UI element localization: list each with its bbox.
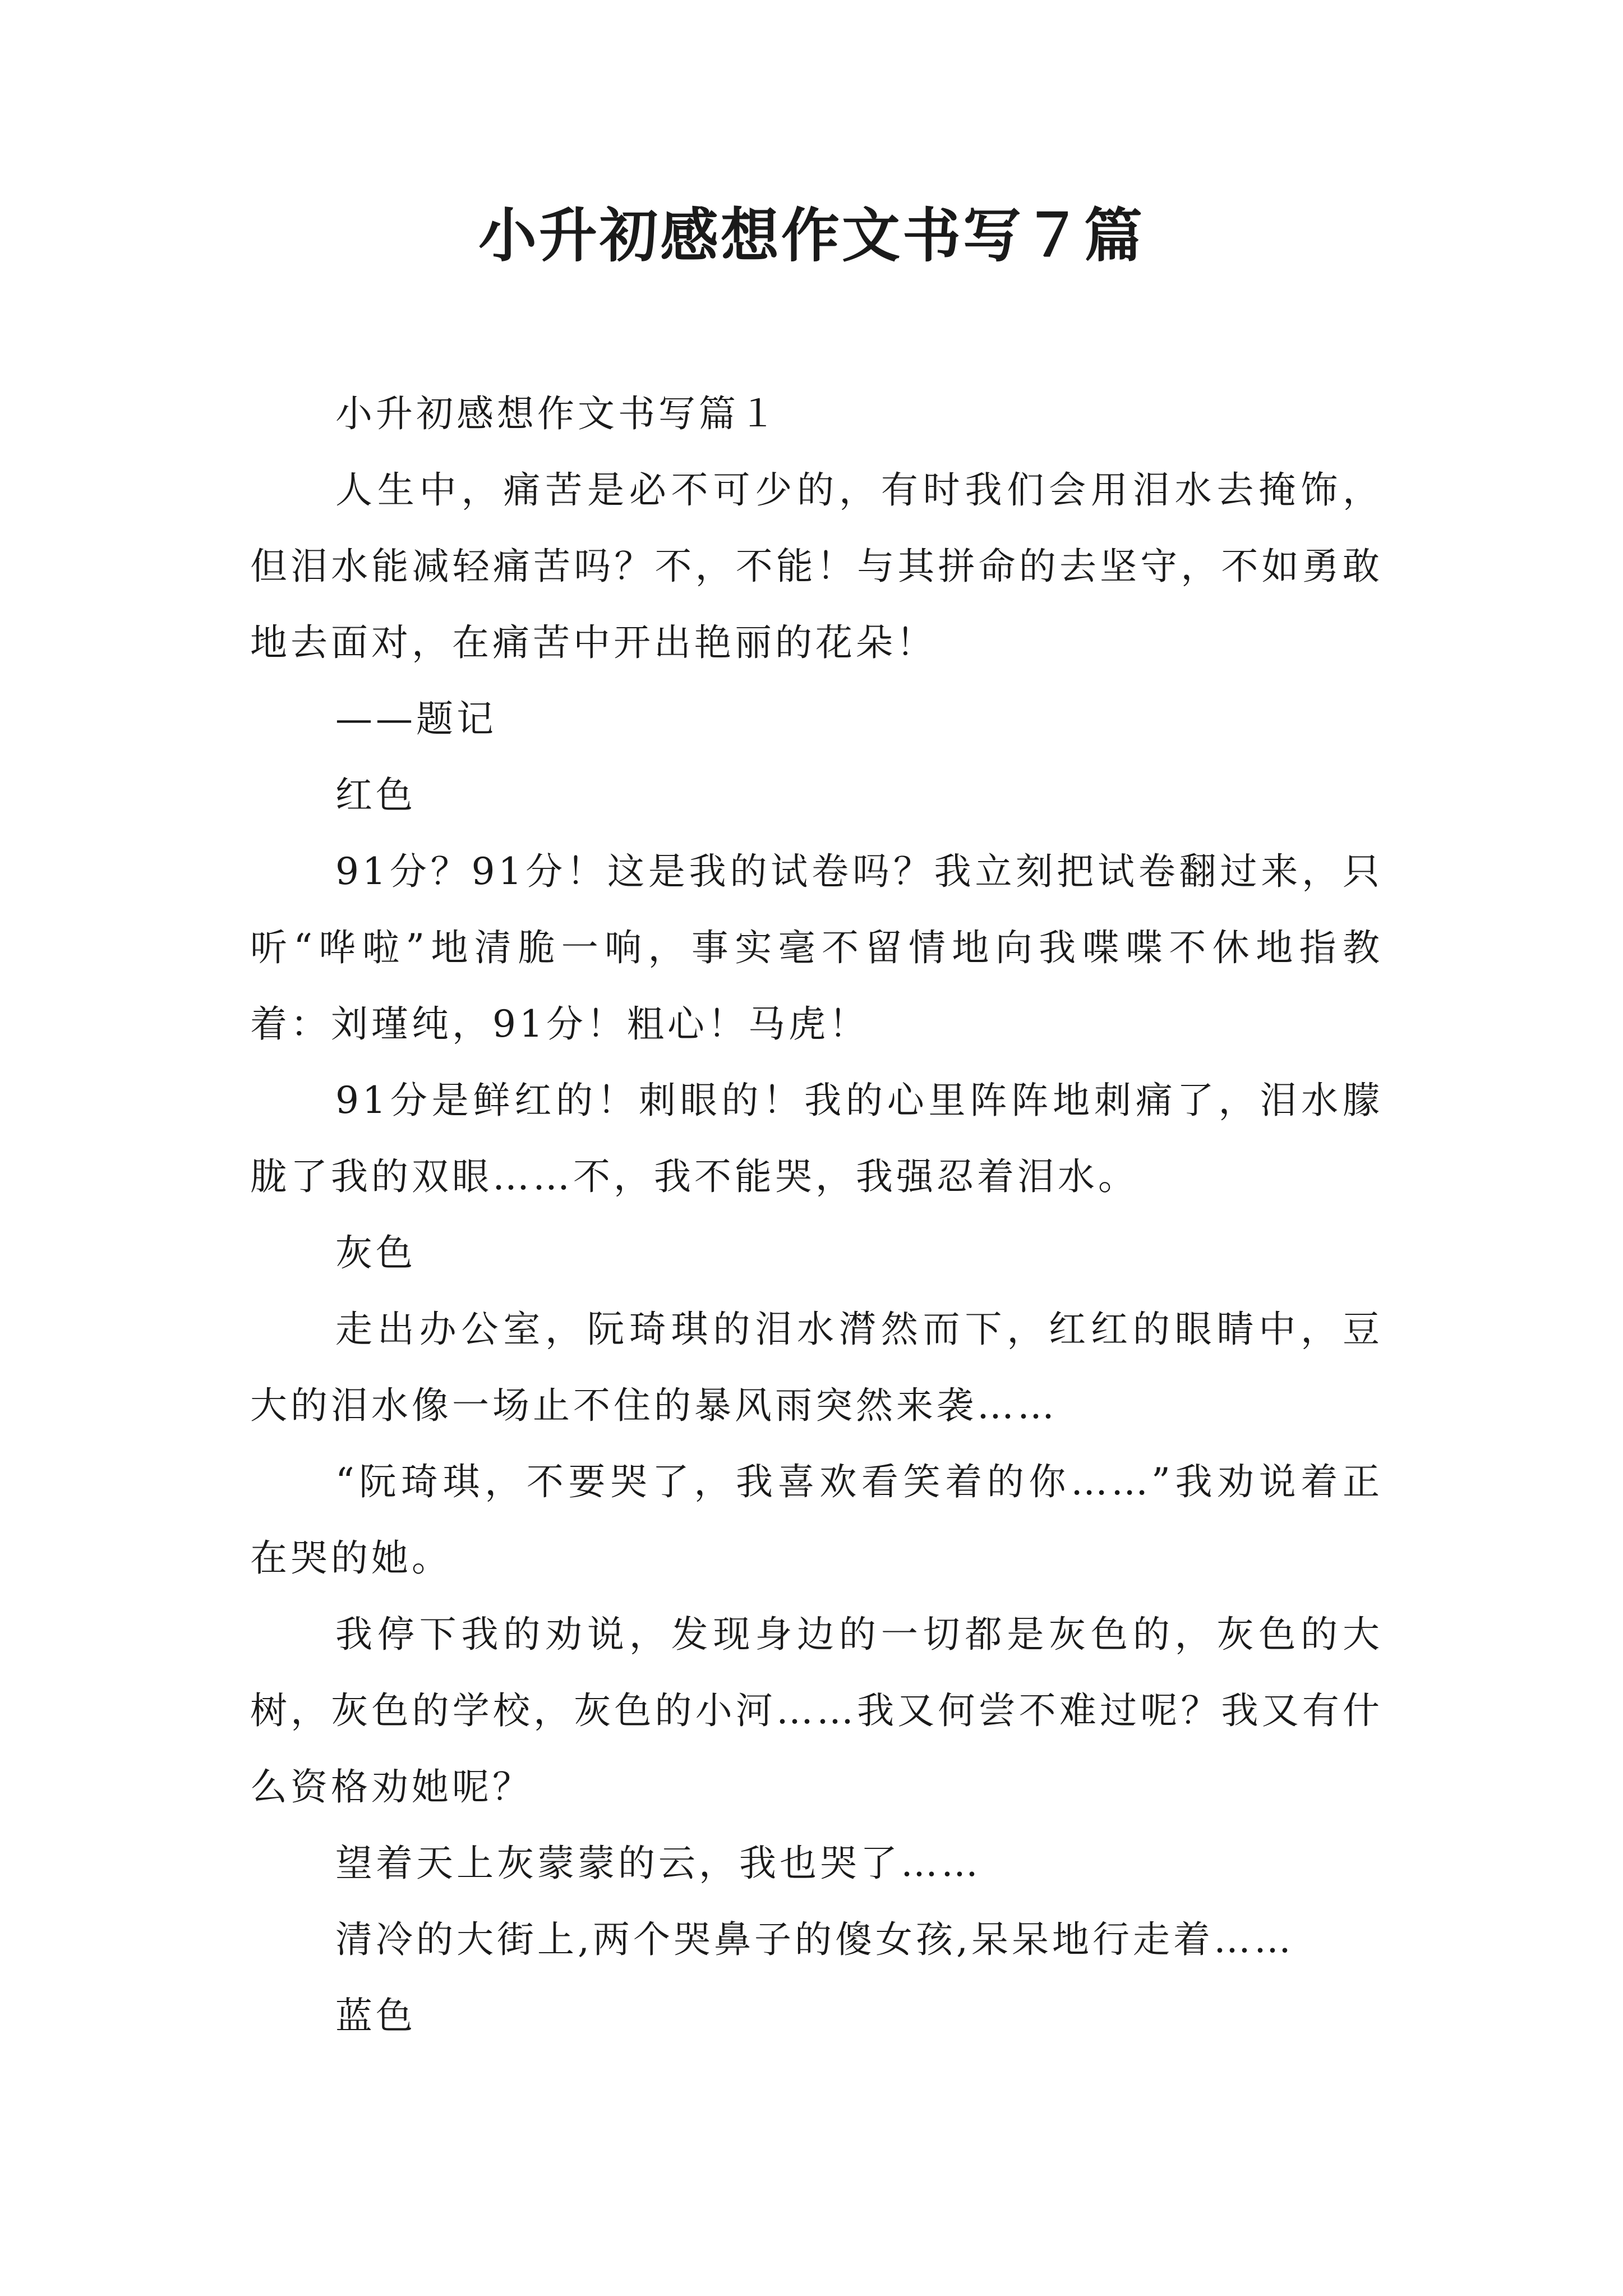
paragraph: 清冷的大街上,两个哭鼻子的傻女孩,呆呆地行走着…… bbox=[335, 1918, 1294, 1961]
document-body bbox=[250, 376, 1383, 2054]
section-heading: 小升初感想作文书写篇１ bbox=[335, 392, 780, 435]
paragraph: 91分？91分！这是我的试卷吗？我立刻把试卷翻过来，只听“哗啦”地清脆一响，事实毫不留情地向我喋喋不休地指教着：刘瑾纯，91分！粗心！马虎！ bbox=[250, 850, 1383, 1046]
subheading-gray: 灰色 bbox=[335, 1231, 416, 1274]
paragraph: 人生中，痛苦是必不可少的，有时我们会用泪水去掩饰，但泪水能减轻痛苦吗？不，不能！与其拼命的去坚守，不如勇敢地去面对，在痛苦中开出艳丽的花朵！ bbox=[250, 468, 1383, 664]
paragraph: 91分是鲜红的！刺眼的！我的心里阵阵地刺痛了，泪水朦胧了我的双眼……不，我不能哭，我强忍着泪水。 bbox=[250, 1079, 1383, 1198]
epigraph-attribution: ——题记 bbox=[335, 697, 497, 740]
subheading-red: 红色 bbox=[335, 774, 416, 817]
paragraph: 我停下我的劝说，发现身边的一切都是灰色的，灰色的大树，灰色的学校，灰色的小河……我又何尝不难过呢？我又有什么资格劝她呢？ bbox=[250, 1613, 1383, 1809]
paragraph: 走出办公室，阮琦琪的泪水潸然而下，红红的眼睛中，豆大的泪水像一场止不住的暴风雨突然来袭…… bbox=[250, 1308, 1383, 1427]
document-title: 小升初感想作文书写７篇 bbox=[478, 201, 1145, 270]
subheading-blue: 蓝色 bbox=[335, 1994, 416, 2037]
paragraph: 望着天上灰蒙蒙的云，我也哭了…… bbox=[335, 1842, 981, 1885]
paragraph: “阮琦琪，不要哭了，我喜欢看笑着的你……”我劝说着正在哭的她。 bbox=[250, 1460, 1383, 1580]
